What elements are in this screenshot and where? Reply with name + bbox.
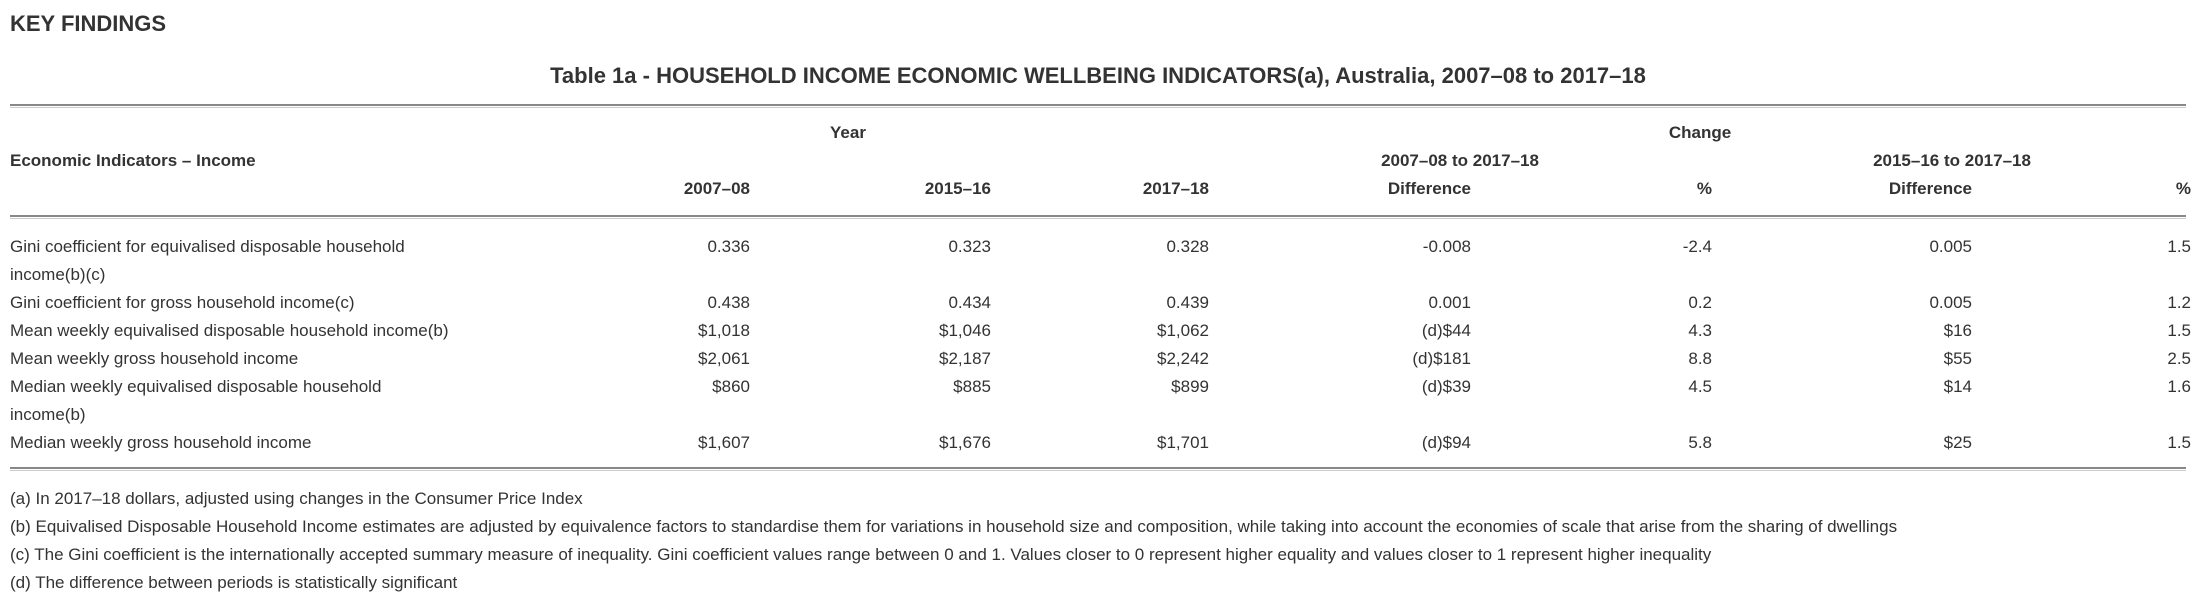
cell-2017-18: $2,242 — [1157, 349, 1209, 368]
cell-percent-1: 5.8 — [1688, 433, 1712, 452]
cell-percent-1: 0.2 — [1688, 293, 1712, 312]
col-header-2015-16: 2015–16 — [924, 179, 991, 198]
cell-percent-1: 4.3 — [1688, 321, 1712, 340]
cell-difference-2: $14 — [1943, 377, 1972, 396]
cell-percent-2: 2.5 — [2167, 349, 2191, 368]
cell-percent-1: 4.5 — [1688, 377, 1712, 396]
table-bottom-rule — [10, 467, 2186, 469]
change-group-header: Change — [1668, 123, 1732, 142]
cell-difference-2: $55 — [1943, 349, 1972, 368]
cell-2015-16: $1,046 — [939, 321, 991, 340]
cell-difference-1: 0.001 — [1428, 293, 1471, 312]
cell-difference-1: (d)$44 — [1421, 321, 1471, 340]
cell-2017-18: 0.328 — [1166, 237, 1209, 256]
col-header-difference-2: Difference — [1888, 179, 1972, 198]
cell-difference-2: $16 — [1943, 321, 1972, 340]
footnote-a: (a) In 2017–18 dollars, adjusted using changes in the Consumer Price Index — [10, 489, 583, 508]
footnote-c: (c) The Gini coefficient is the internationally accepted summary measure of inequality. Gini coefficient values range between 0 and 1. Values closer to 0 represent higher equality and values closer to 1 represent higher inequality — [10, 545, 1712, 564]
cell-difference-2: 0.005 — [1929, 293, 1972, 312]
row-label: Gini coefficient for gross household income(c) — [10, 293, 355, 312]
table-top-rule — [10, 104, 2186, 106]
cell-2007-08: $1,607 — [698, 433, 750, 452]
cell-difference-1: (d)$39 — [1421, 377, 1471, 396]
cell-percent-1: 8.8 — [1688, 349, 1712, 368]
cell-difference-1: (d)$181 — [1412, 349, 1471, 368]
cell-2015-16: 0.323 — [948, 237, 991, 256]
cell-2007-08: $860 — [712, 377, 750, 396]
cell-difference-1: -0.008 — [1422, 237, 1471, 256]
cell-2007-08: $2,061 — [698, 349, 750, 368]
cell-2017-18: $899 — [1171, 377, 1209, 396]
cell-difference-1: (d)$94 — [1421, 433, 1471, 452]
row-label: Median weekly gross household income — [10, 433, 312, 452]
cell-percent-2: 1.5 — [2167, 237, 2191, 256]
col-header-difference-1: Difference — [1387, 179, 1471, 198]
cell-2017-18: 0.439 — [1166, 293, 1209, 312]
cell-difference-2: 0.005 — [1929, 237, 1972, 256]
page-heading: KEY FINDINGS — [10, 11, 167, 36]
cell-2007-08: $1,018 — [698, 321, 750, 340]
cell-2007-08: 0.336 — [707, 237, 750, 256]
cell-2015-16: $1,676 — [939, 433, 991, 452]
cell-2017-18: $1,701 — [1157, 433, 1209, 452]
cell-percent-2: 1.2 — [2167, 293, 2191, 312]
table-caption: Table 1a - HOUSEHOLD INCOME ECONOMIC WELLBEING INDICATORS(a), Australia, 2007–08 to 2017–18 — [550, 63, 1646, 88]
col-header-percent-2: % — [2175, 179, 2191, 198]
cell-2015-16: $885 — [953, 377, 991, 396]
cell-2015-16: 0.434 — [948, 293, 991, 312]
indicator-column-header: Economic Indicators – Income — [10, 151, 256, 170]
cell-percent-2: 1.6 — [2167, 377, 2191, 396]
row-label: Mean weekly gross household income — [10, 349, 299, 368]
cell-2017-18: $1,062 — [1157, 321, 1209, 340]
col-header-2007-08: 2007–08 — [683, 179, 750, 198]
col-header-percent-1: % — [1696, 179, 1712, 198]
cell-percent-2: 1.5 — [2167, 321, 2191, 340]
table-header-rule — [10, 215, 2186, 217]
row-label: Gini coefficient for equivalised disposable household income(b)(c) — [10, 237, 405, 284]
footnote-b: (b) Equivalised Disposable Household Income estimates are adjusted by equivalence factors to standardise them for variations in household size and composition, while taking into account the economies of scale that arise from the sharing of dwellings — [10, 517, 1898, 536]
cell-2007-08: 0.438 — [707, 293, 750, 312]
cell-percent-2: 1.5 — [2167, 433, 2191, 452]
cell-2015-16: $2,187 — [939, 349, 991, 368]
period2-header: 2015–16 to 2017–18 — [1873, 151, 2031, 170]
row-label: Median weekly equivalised disposable household income(b) — [10, 377, 382, 424]
year-group-header: Year — [830, 123, 866, 142]
cell-percent-1: -2.4 — [1682, 237, 1712, 256]
cell-difference-2: $25 — [1943, 433, 1972, 452]
row-label: Mean weekly equivalised disposable household income(b) — [10, 321, 449, 340]
col-header-2017-18: 2017–18 — [1142, 179, 1209, 198]
footnote-d: (d) The difference between periods is statistically significant — [10, 573, 458, 592]
period1-header: 2007–08 to 2017–18 — [1381, 151, 1539, 170]
